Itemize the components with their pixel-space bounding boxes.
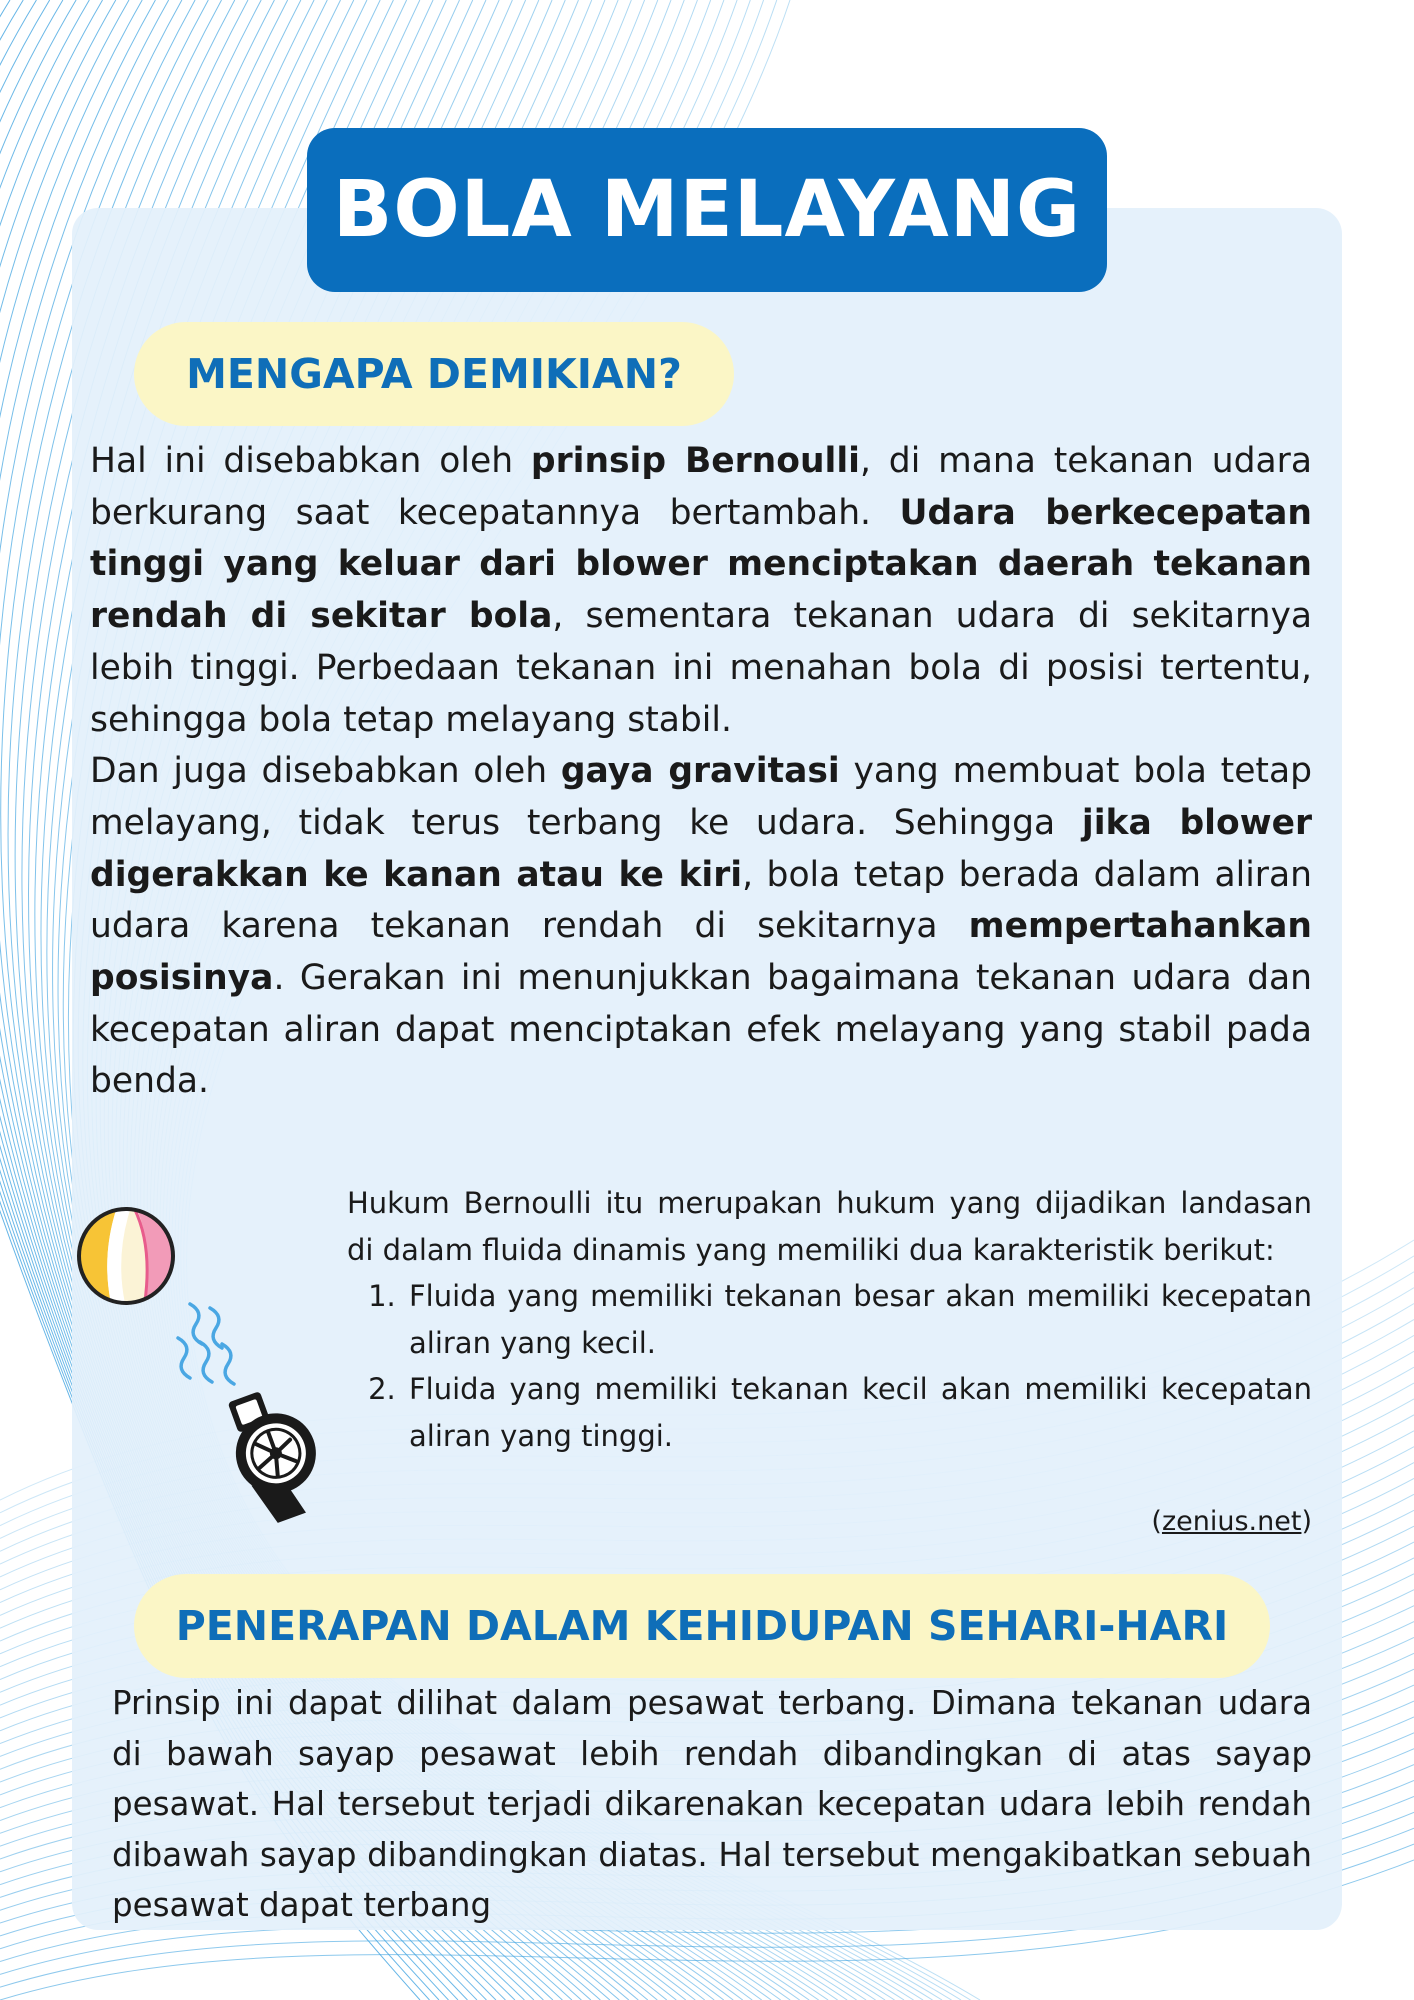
- explanation-text: [90, 436, 1312, 1108]
- page-title: BOLA MELAYANG: [332, 165, 1082, 255]
- section-heading-application: [134, 1574, 1270, 1678]
- source-link[interactable]: zenius.net: [1161, 1506, 1302, 1537]
- bernoulli-info: [347, 1180, 1312, 1459]
- explanation-paragraph-1: Hal ini disebabkan oleh prinsip Bernoulli, di mana tekanan udara berkurang saat kecepatannya bertambah. Udara berkecepatan tinggi yang keluar dari blower menciptakan daerah tekanan rendah di sekitar bola, sementara tekanan udara di sekitarnya lebih tinggi. Perbedaan tekanan ini menahan bola di posisi tertentu, sehingga bola tetap melayang stabil.: [90, 441, 1312, 740]
- title-banner: [307, 128, 1107, 292]
- bernoulli-intro: Hukum Bernoulli itu merupakan hukum yang dijadikan landasan di dalam fluida dinamis yang memiliki dua karakteristik berikut:: [347, 1186, 1312, 1267]
- source-citation: (zenius.net): [1151, 1506, 1312, 1537]
- bernoulli-list-item: 2. Fluida yang memiliki tekanan kecil akan memiliki kecepatan aliran yang tinggi.: [405, 1366, 1312, 1459]
- beach-ball-icon: [74, 1204, 178, 1308]
- section-heading-why: [134, 322, 734, 426]
- section-heading-application-text: PENERAPAN DALAM KEHIDUPAN SEHARI-HARI: [175, 1602, 1229, 1650]
- application-text: Prinsip ini dapat dilihat dalam pesawat terbang. Dimana tekanan udara di bawah sayap pesawat lebih rendah dibandingkan di atas sayap pesawat. Hal tersebut terjadi dikarenakan kecepatan udara lebih rendah dibawah sayap dibandingkan diatas. Hal tersebut mengakibatkan sebuah pesawat dapat terbang: [112, 1684, 1312, 1924]
- bernoulli-list: [347, 1273, 1312, 1459]
- wind-lines-icon: [168, 1298, 254, 1390]
- section-heading-why-text: MENGAPA DEMIKIAN?: [186, 350, 682, 398]
- explanation-paragraph-2: Dan juga disebabkan oleh gaya gravitasi yang membuat bola tetap melayang, tidak terus terbang ke udara. Sehingga jika blower digerakkan ke kanan atau ke kiri, bola tetap berada dalam aliran udara karena tekanan rendah di sekitarnya mempertahankan posisinya. Gerakan ini menunjukkan bagaimana tekanan udara dan kecepatan aliran dapat menciptakan efek melayang yang stabil pada benda.: [90, 751, 1312, 1102]
- blower-fan-icon: [214, 1380, 334, 1528]
- bernoulli-list-item: 1. Fluida yang memiliki tekanan besar akan memiliki kecepatan aliran yang kecil.: [405, 1273, 1312, 1366]
